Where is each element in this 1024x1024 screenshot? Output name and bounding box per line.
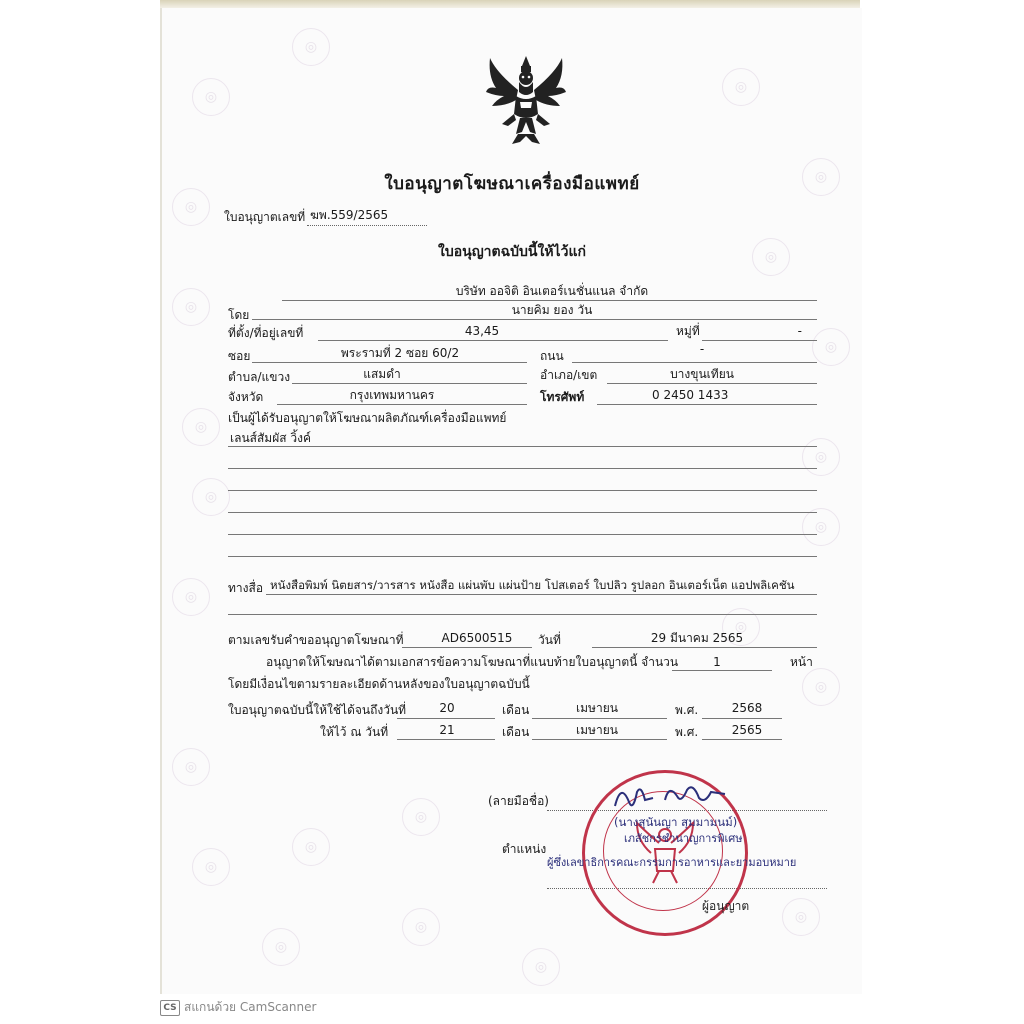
subdistrict-label: ตำบล/แขวง [228,370,291,384]
request-date-line [592,647,817,648]
province-line [277,404,527,405]
valid-day-line [397,718,495,719]
watermark-seal-icon: ◎ [522,948,560,986]
product-line-6 [228,556,817,557]
media-label: ทางสื่อ [228,581,264,595]
watermark-seal-icon: ◎ [812,328,850,366]
valid-year-label: พ.ศ. [675,703,699,717]
subdistrict-line [292,383,527,384]
license-no-line [307,225,427,226]
moo-line [702,340,817,341]
by-line [252,319,817,320]
watermark-seal-icon: ◎ [402,908,440,946]
pages-line [672,670,772,671]
road-value: - [699,342,705,356]
signer-name: (นางสุนันญา สุมมามนม์) [614,815,738,829]
valid-month: เมษายน [576,701,618,715]
valid-year-line [702,718,782,719]
watermark-seal-icon: ◎ [802,438,840,476]
product-line-5 [228,534,817,535]
issued-month-label: เดือน [502,725,530,739]
media-value: หนังสือพิมพ์ นิตยสาร/วารสาร หนังสือ แผ่นพับ แผ่นป้าย โปสเตอร์ ใบปลิว รูปลอก อินเตอร์เน็ต แอปพลิเคชัน [270,578,795,592]
request-line [402,647,532,648]
company-name: บริษัท ออจิติ อินเตอร์เนชั่นแนล จำกัด [455,284,649,298]
moo-label: หมู่ที่ [676,324,700,338]
scanner-text: สแกนด้วย CamScanner [184,1000,317,1014]
valid-month-label: เดือน [502,703,530,717]
pages-value: 1 [713,655,721,669]
soi-line [252,362,527,363]
soi-label: ซอย [228,349,251,363]
issued-day-line [397,739,495,740]
issued-year: 2565 [731,723,763,737]
issued-day: 21 [439,723,455,737]
watermark-seal-icon: ◎ [192,478,230,516]
watermark-seal-icon: ◎ [722,608,760,646]
license-no-value: ฆพ.559/2565 [310,208,389,222]
valid-until-label: ใบอนุญาตฉบับนี้ให้ใช้ได้จนถึงวันที่ [228,703,407,717]
watermark-seal-icon: ◎ [262,928,300,966]
watermark-seal-icon: ◎ [802,508,840,546]
allowed-text: อนุญาตให้โฆษณาได้ตามเอกสารข้อความโฆษณาที่แนบท้ายใบอนุญาตนี้ จำนวน [266,655,679,669]
province-label: จังหวัด [228,390,264,404]
watermark-seal-icon: ◎ [722,68,760,106]
request-no: AD6500515 [441,631,513,645]
license-no-label: ใบอนุญาตเลขที่ [224,210,306,224]
issued-to-heading: ใบอนุญาตฉบับนี้ให้ไว้แก่ [438,244,586,260]
product-line-1 [228,446,817,447]
signer-title: เภสัชกรชำนาญการพิเศษ [624,832,743,845]
address-line [318,340,668,341]
request-date-label: วันที่ [538,633,561,647]
signature-label: (ลายมือชื่อ) [488,794,549,808]
product-line-2 [228,468,817,469]
company-line [282,300,817,301]
watermark-seal-icon: ◎ [172,748,210,786]
license-document [160,8,862,994]
document-title: ใบอนุญาตโฆษณาเครื่องมือแพทย์ [384,174,640,194]
moo-value: - [797,324,802,338]
watermark-seal-icon: ◎ [782,898,820,936]
issued-label: ให้ไว้ ณ วันที่ [320,725,389,739]
phone-value: 0 2450 1433 [652,388,729,402]
watermark-seal-icon: ◎ [402,798,440,836]
issued-year-line [702,739,782,740]
watermark-seal-icon: ◎ [172,188,210,226]
road-label: ถนน [540,349,564,363]
valid-day: 20 [439,701,455,715]
watermark-seal-icon: ◎ [172,578,210,616]
signer-role: ผู้ซึ่งเลขาธิการคณะกรรมการอาหารและยามอบหมาย [547,856,797,869]
address-no: 43,45 [464,324,500,338]
product-line-4 [228,512,817,513]
watermark-seal-icon: ◎ [292,828,330,866]
address-label: ที่ตั้ง/ที่อยู่เลขที่ [228,326,304,340]
province-value: กรุงเทพมหานคร [349,388,435,402]
district-line [607,383,817,384]
watermark-seal-icon: ◎ [292,28,330,66]
watermark-seal-icon: ◎ [192,78,230,116]
media-line-1 [266,594,817,595]
watermark-seal-icon: ◎ [802,668,840,706]
camscanner-logo-icon: CS [160,1000,180,1016]
district-label: อำเภอ/เขต [540,368,598,382]
by-label: โดย [228,308,250,322]
watermark-seal-icon: ◎ [802,158,840,196]
garuda-emblem-icon [482,52,570,152]
issued-month: เมษายน [576,723,618,737]
media-line-2 [228,614,817,615]
watermark-seal-icon: ◎ [182,408,220,446]
watermark-seal-icon: ◎ [172,288,210,326]
soi-value: พระรามที่ 2 ซอย 60/2 [340,346,460,360]
phone-line [597,404,817,405]
product-value: เลนส์สัมผัส วิ้งค์ [230,431,312,445]
watermark-seal-icon: ◎ [752,238,790,276]
pages-unit: หน้า [790,655,813,669]
licensor-label: ผู้อนุญาต [702,899,750,913]
district-value: บางขุนเทียน [670,367,734,381]
valid-month-line [532,718,667,719]
road-line [572,362,817,363]
by-name: นายคิม ยอง วัน [511,303,593,317]
scan-top-edge [160,0,860,8]
subdistrict-value: แสมดำ [363,367,401,381]
phone-label: โทรศัพท์ [540,390,585,404]
valid-year: 2568 [731,701,763,715]
position-label: ตำแหน่ง [502,842,547,856]
issued-year-label: พ.ศ. [675,725,699,739]
request-label: ตามเลขรับคำขออนุญาตโฆษณาที่ [228,633,404,647]
scanner-footer [160,998,316,1017]
request-date: 29 มีนาคม 2565 [650,631,744,645]
conditions-text: โดยมีเงื่อนไขตามรายละเอียดด้านหลังของใบอนุญาตฉบับนี้ [228,677,530,691]
permitted-label: เป็นผู้ได้รับอนุญาตให้โฆษณาผลิตภัณฑ์เครื่องมือแพทย์ [228,411,507,425]
issued-month-line [532,739,667,740]
handwritten-signature [607,778,737,818]
watermark-seal-icon: ◎ [192,848,230,886]
product-line-3 [228,490,817,491]
